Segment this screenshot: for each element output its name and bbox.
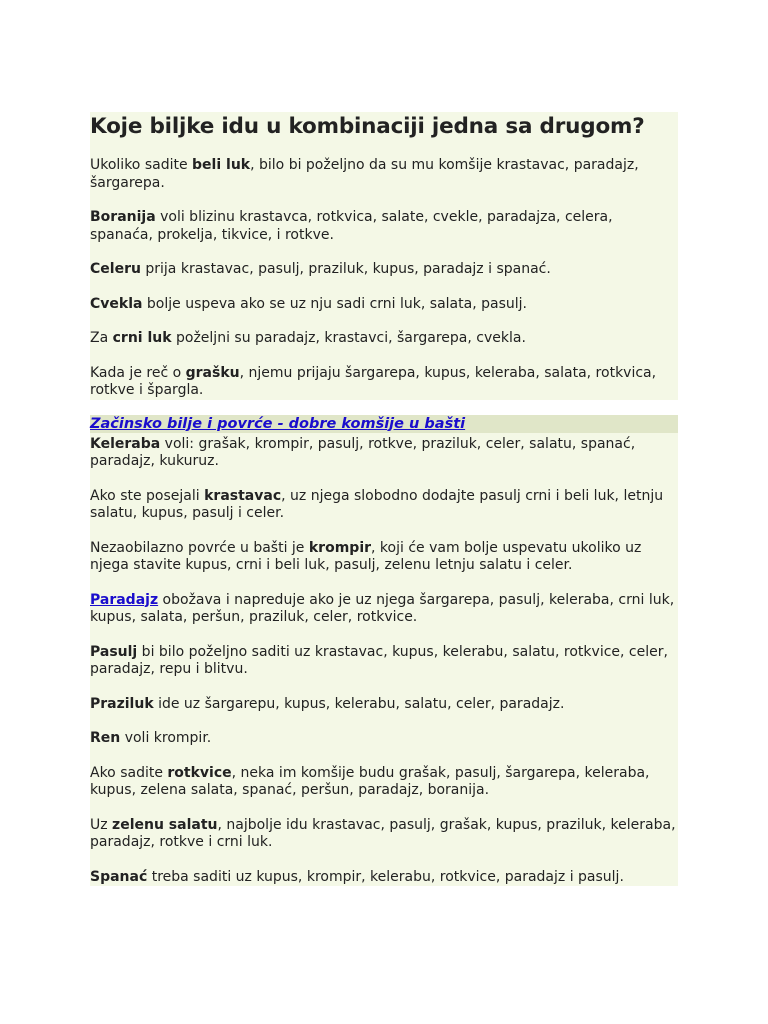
paragraph-text: Ako ste posejali	[90, 487, 205, 504]
paragraph-grasak	[90, 365, 676, 400]
main-block	[90, 433, 678, 887]
paragraph-rotkvice	[90, 765, 678, 800]
paragraph-celer	[90, 261, 676, 279]
plant-name: zelenu salatu	[112, 816, 218, 833]
paragraph-text: , najbolje idu krastavac, pasulj, grašak, kupus, praziluk, keleraba, paradajz, rotkve i crni luk.	[90, 816, 676, 850]
subheading-link[interactable]: Začinsko bilje i povrće - dobre komšije u bašti	[90, 415, 466, 432]
plant-name: crni luk	[112, 330, 172, 346]
paragraph-text: Ako sadite	[90, 764, 168, 781]
plant-name: krastavac	[204, 487, 282, 504]
paragraph-text: ide uz šargarepu, kupus, kelerabu, salatu, celer, paradajz.	[153, 695, 565, 712]
paragraph-krastavac	[90, 488, 678, 523]
paragraph-pasulj	[90, 644, 678, 679]
paragraph-ren	[90, 730, 678, 748]
paragraph-text: voli krompir.	[120, 730, 212, 746]
plant-name: Cvekla	[90, 295, 143, 312]
plant-name: beli luk	[192, 157, 251, 173]
paragraph-spanac	[90, 869, 678, 887]
paragraph-text: voli: grašak, krompir, pasulj, rotkve, praziluk, celer, salatu, spanać, paradajz, kukuruz.	[90, 435, 636, 469]
article	[90, 112, 678, 886]
paragraph-text: Kada je reč o	[90, 364, 186, 381]
plant-name: krompir	[308, 539, 372, 556]
plant-name: Keleraba	[90, 435, 161, 452]
paragraph-text: voli blizinu krastavca, rotkvica, salate, cvekle, paradajza, celera, spanaća, prokelja, tikvice, i rotkve.	[90, 209, 613, 243]
paragraph-crni-luk	[90, 330, 676, 348]
subheading	[90, 415, 678, 433]
paragraph-boranija	[90, 209, 676, 244]
plant-name: Boranija	[90, 209, 156, 225]
plant-name: Spanać	[90, 868, 148, 885]
paragraph-text: bi bilo poželjno saditi uz krastavac, kupus, kelerabu, salatu, rotkvice, celer, paradajz, repu i blitvu.	[90, 643, 668, 677]
paragraph-text: , uz njega slobodno dodajte pasulj crni i beli luk, letnju salatu, kupus, pasulj i celer.	[90, 487, 664, 521]
paragraph-text: , bilo bi poželjno da su mu komšije krastavac, paradajz, šargarepa.	[90, 157, 639, 191]
paragraph-paradajz	[90, 592, 678, 627]
paragraph-text: treba saditi uz kupus, krompir, kelerabu, rotkvice, paradajz i pasulj.	[147, 868, 624, 885]
plant-name: Pasulj	[90, 643, 138, 660]
plant-name: Ren	[90, 730, 121, 746]
plant-name: Praziluk	[90, 695, 154, 712]
paragraph-text: Uz	[90, 816, 113, 833]
paragraph-praziluk	[90, 696, 678, 714]
plant-name: grašku	[185, 364, 240, 381]
plant-name: Celeru	[90, 261, 141, 277]
paragraph-keleraba	[90, 436, 678, 471]
paragraph-text: , njemu prijaju šargarepa, kupus, keleraba, salata, rotkvica, rotkve i špargla.	[90, 364, 657, 398]
paragraph-text: , koji će vam bolje uspevatu ukoliko uz njega stavite kupus, crni i beli luk, pasulj, zelenu letnju salatu i celer.	[90, 539, 642, 573]
paragraph-krompir	[90, 540, 678, 575]
paradajz-link[interactable]: Paradajz	[90, 591, 159, 608]
paragraph-text: poželjni su paradajz, krastavci, šargarepa, cvekla.	[171, 330, 526, 346]
paragraph-text: Ukoliko sadite	[90, 157, 193, 173]
paragraph-text: Za	[90, 330, 113, 346]
intro-block	[90, 112, 678, 400]
paragraph-text: , neka im komšije budu grašak, pasulj, šargarepa, keleraba, kupus, zelena salata, spanać, peršun, paradajz, boranija.	[90, 764, 650, 798]
paragraph-text: Nezaobilazno povrće u bašti je	[90, 539, 309, 556]
plant-name: rotkvice	[167, 764, 232, 781]
paragraph-beli-luk	[90, 157, 676, 192]
page-title: Koje biljke idu u kombinaciji jedna sa drugom?	[90, 114, 645, 139]
paragraph-cvekla	[90, 296, 676, 314]
paragraph-text: bolje uspeva ako se uz nju sadi crni luk, salata, pasulj.	[142, 295, 527, 312]
paragraph-text: prija krastavac, pasulj, praziluk, kupus, paradajz i spanać.	[140, 261, 551, 277]
paragraph-zelena-salata	[90, 817, 678, 852]
paragraph-text: obožava i napreduje ako je uz njega šargarepa, pasulj, keleraba, crni luk, kupus, salata, peršun, praziluk, celer, rotkvice.	[90, 591, 675, 625]
